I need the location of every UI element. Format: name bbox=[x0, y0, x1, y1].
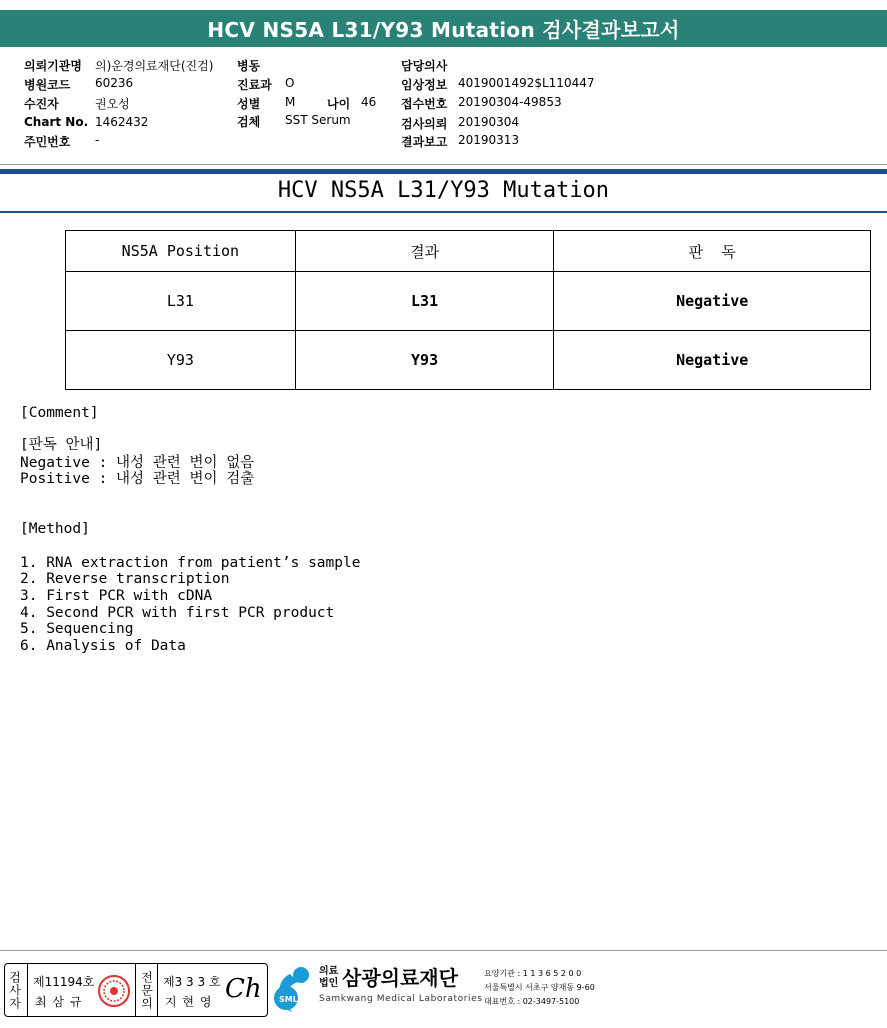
cell-interpretation: Negative bbox=[554, 272, 871, 331]
method-step: 3. First PCR with cDNA bbox=[20, 588, 213, 604]
value-receipt-no: 20190304-49853 bbox=[458, 95, 562, 109]
logo-badge-text: SML bbox=[279, 995, 298, 1004]
result-table bbox=[65, 230, 871, 390]
method-step: 5. Sequencing bbox=[20, 621, 134, 637]
report-section-title: HCV NS5A L31/Y93 Mutation bbox=[277, 178, 610, 203]
patient-info bbox=[0, 52, 887, 158]
value-department: O bbox=[285, 76, 295, 90]
method-step: 1. RNA extraction from patient’s sample bbox=[20, 555, 361, 571]
examiner-label-text: 검사자 bbox=[7, 970, 22, 1010]
column-header-result: 결과 bbox=[295, 231, 554, 272]
label-department: 진료과 bbox=[237, 78, 272, 92]
table-header-row bbox=[66, 231, 871, 272]
table-row bbox=[66, 272, 871, 331]
guide-line-positive: Positive : 내성 관련 변이 검출 bbox=[20, 471, 255, 487]
column-header-interpretation: 판 독 bbox=[554, 231, 871, 272]
table-row bbox=[66, 331, 871, 390]
label-patient-name: 수진자 bbox=[24, 97, 59, 111]
examiner-name: 최 삼 규 bbox=[35, 995, 83, 1009]
org-prefix-bottom: 법인 bbox=[319, 978, 339, 989]
method-step: 6. Analysis of Data bbox=[20, 638, 186, 654]
value-test-request-date: 20190304 bbox=[458, 115, 520, 129]
label-clinical-info: 임상정보 bbox=[401, 78, 448, 92]
supervisor-name: 지 현 영 bbox=[165, 995, 213, 1009]
method-step: 2. Reverse transcription bbox=[20, 571, 230, 587]
examiner-label bbox=[5, 964, 23, 1016]
org-institution-code: 요양기관 : 1 1 3 6 5 2 0 0 bbox=[484, 969, 582, 978]
label-ward: 병동 bbox=[237, 59, 261, 73]
value-resident-no: - bbox=[95, 133, 100, 147]
org-prefix-top: 의료 bbox=[319, 966, 339, 977]
supervisor-label bbox=[137, 964, 155, 1016]
divider bbox=[0, 164, 887, 165]
sml-logo-icon bbox=[270, 964, 316, 1014]
label-sex: 성별 bbox=[237, 97, 261, 111]
value-sex: M bbox=[285, 95, 296, 109]
cell-interpretation: Negative bbox=[554, 331, 871, 390]
label-receipt-no: 접수번호 bbox=[401, 97, 448, 111]
examiner-license-no: 제11194호 bbox=[33, 975, 95, 989]
report-title: HCV NS5A L31/Y93 Mutation 검사결과보고서 bbox=[207, 18, 680, 42]
cell-result: L31 bbox=[295, 272, 554, 331]
method-step: 4. Second PCR with first PCR product bbox=[20, 605, 335, 621]
org-address: 서울특별시 서초구 양재동 9-60 bbox=[484, 983, 595, 992]
label-result-report-date: 결과보고 bbox=[401, 135, 448, 149]
signature-box bbox=[4, 963, 268, 1017]
value-specimen: SST Serum bbox=[285, 113, 351, 127]
examiner-seal-icon bbox=[97, 974, 131, 1008]
label-requesting-institution: 의뢰기관명 bbox=[24, 59, 82, 73]
section-divider bbox=[0, 169, 887, 174]
comment-heading: [Comment] bbox=[20, 405, 99, 421]
divider bbox=[27, 964, 28, 1016]
divider bbox=[157, 964, 158, 1016]
label-resident-no: 주민번호 bbox=[24, 135, 71, 149]
cell-result: Y93 bbox=[295, 331, 554, 390]
value-result-report-date: 20190313 bbox=[458, 133, 520, 147]
org-name: 삼광의료재단 bbox=[342, 966, 458, 990]
method-heading: [Method] bbox=[20, 521, 90, 537]
value-patient-name: 권오성 bbox=[95, 97, 130, 111]
title-underline bbox=[0, 211, 887, 213]
supervisor-license-no: 제3 3 3 호 bbox=[163, 975, 221, 989]
guide-heading: [판독 안내] bbox=[20, 437, 103, 453]
org-phone: 대표번호 : 02-3497-5100 bbox=[484, 997, 580, 1006]
org-name-english: Samkwang Medical Laboratories bbox=[319, 994, 483, 1004]
value-clinical-info: 4019001492$L110447 bbox=[458, 76, 595, 90]
supervisor-signature: Ch bbox=[225, 974, 262, 1004]
label-attending-doctor: 담당의사 bbox=[401, 59, 448, 73]
cell-position: Y93 bbox=[66, 331, 296, 390]
organization-brand bbox=[270, 962, 870, 1018]
value-hospital-code: 60236 bbox=[95, 76, 134, 90]
label-chart-no: Chart No. bbox=[24, 115, 89, 129]
value-requesting-institution: 의)운경의료재단(진검) bbox=[95, 59, 214, 73]
label-hospital-code: 병원코드 bbox=[24, 78, 71, 92]
guide-line-negative: Negative : 내성 관련 변이 없음 bbox=[20, 455, 255, 471]
footer-divider bbox=[0, 950, 887, 951]
label-specimen: 검체 bbox=[237, 115, 261, 129]
column-header-position: NS5A Position bbox=[66, 231, 296, 272]
divider bbox=[135, 964, 136, 1016]
supervisor-label-text: 전문의 bbox=[139, 970, 154, 1010]
value-chart-no: 1462432 bbox=[95, 115, 149, 129]
report-title-bar bbox=[0, 10, 887, 47]
cell-position: L31 bbox=[66, 272, 296, 331]
value-age: 46 bbox=[361, 95, 377, 109]
label-test-request-date: 검사의뢰 bbox=[401, 117, 448, 131]
label-age: 나이 bbox=[327, 97, 351, 111]
